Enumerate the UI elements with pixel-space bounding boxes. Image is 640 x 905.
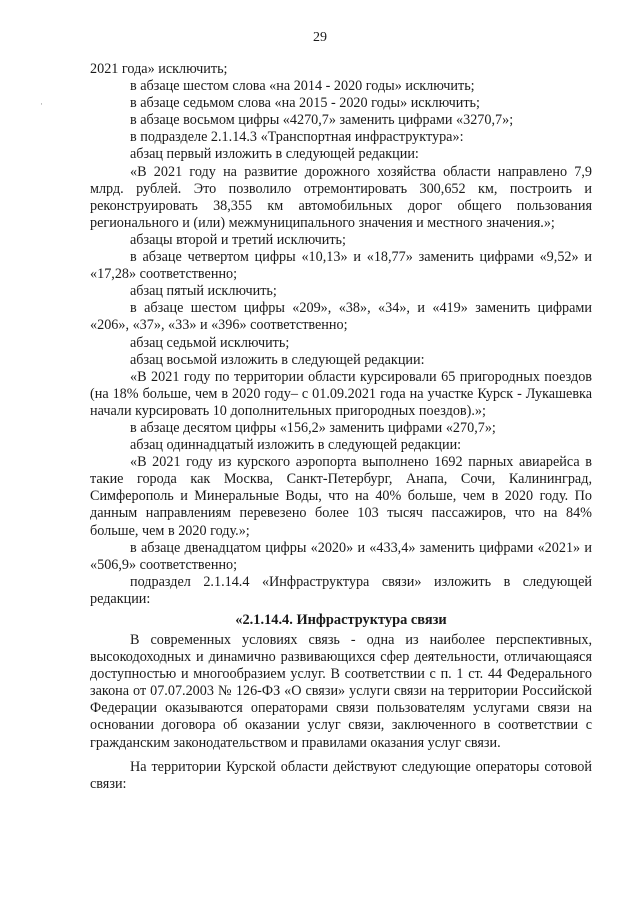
- paragraph: в абзаце восьмом цифры «4270,7» заменить цифрами «3270,7»;: [130, 112, 514, 129]
- paragraph: абзац одиннадцатый изложить в следующей редакции:: [130, 437, 462, 454]
- section-paragraph: На территории Курской области действуют следующие операторы сотовой связи:: [90, 758, 592, 792]
- paragraph: в подразделе 2.1.14.3 «Транспортная инфраструктура»:: [130, 129, 464, 146]
- paragraph: «В 2021 году на развитие дорожного хозяйства области направлено 7,9 млрд. рублей. Это позволило отремонтировать 300,652 км, построить и реконструировать 38,355 км автомобильных дорог общего пользования регионального и (или) межмуниципального значения и местного значения.»;: [90, 163, 592, 231]
- paragraph: абзацы второй и третий исключить;: [130, 231, 346, 248]
- paragraph: в абзаце четвертом цифры «10,13» и «18,77» заменить цифрами «9,52» и «17,28» соответственно;: [90, 249, 592, 283]
- paragraph: абзац первый изложить в следующей редакции:: [130, 146, 419, 163]
- paragraph: в абзаце седьмом слова «на 2015 - 2020 годы» исключить;: [130, 95, 480, 112]
- paragraph: 2021 года» исключить;: [90, 61, 228, 77]
- paragraph: «В 2021 году из курского аэропорта выполнено 1692 парных авиарейса в такие города как Москва, Санкт-Петербург, Анапа, Сочи, Калининград, Симферополь и Минеральные Воды, что на 40% больше, чем в 2020 году. По данным направлениям перевезено более 103 тысяч пассажиров, что на 84% больше, чем в 2020 году.»;: [90, 454, 592, 539]
- paragraph: подраздел 2.1.14.4 «Инфраструктура связи» изложить в следующей редакции:: [90, 573, 592, 607]
- paragraph: в абзаце десятом цифры «156,2» заменить цифрами «270,7»;: [130, 419, 496, 436]
- margin-mark: ·: [40, 99, 43, 109]
- paragraph: абзац пятый исключить;: [130, 283, 277, 300]
- paragraph: в абзаце шестом слова «на 2014 - 2020 годы» исключить;: [130, 78, 475, 95]
- paragraph: в абзаце шестом цифры «209», «38», «34», и «419» заменить цифрами «206», «37», «33» и «396» соответственно;: [90, 300, 592, 334]
- paragraph: абзац седьмой исключить;: [130, 334, 290, 351]
- paragraph: в абзаце двенадцатом цифры «2020» и «433,4» заменить цифрами «2021» и «506,9» соответственно;: [90, 539, 592, 573]
- section-heading: «2.1.14.4. Инфраструктура связи: [235, 612, 447, 628]
- page-number: 29: [313, 30, 327, 45]
- paragraph: абзац восьмой изложить в следующей редакции:: [130, 351, 425, 368]
- section-paragraph: В современных условиях связь - одна из наиболее перспективных, высокодоходных и динамично развивающихся сфер деятельности, отличающаяся доступностью и многообразием услуг. В соответствии с п. 1 ст. 44 Федерального закона от 07.07.2003 № 126-ФЗ «О связи» услуги связи на территории Российской Федерации оказываются операторами связи пользователям услугами связи на основании договора об оказании услуг связи, заключенного в соответствии с гражданским законодательством и правилами оказания услуг связи.: [90, 632, 592, 751]
- paragraph: «В 2021 году по территории области курсировали 65 пригородных поездов (на 18% больше, чем в 2020 году– с 01.09.2021 года на участке Курск - Лукашевка начали курсировать 10 дополнительных пригородных поездов).»;: [90, 368, 592, 419]
- document-body: [90, 61, 592, 793]
